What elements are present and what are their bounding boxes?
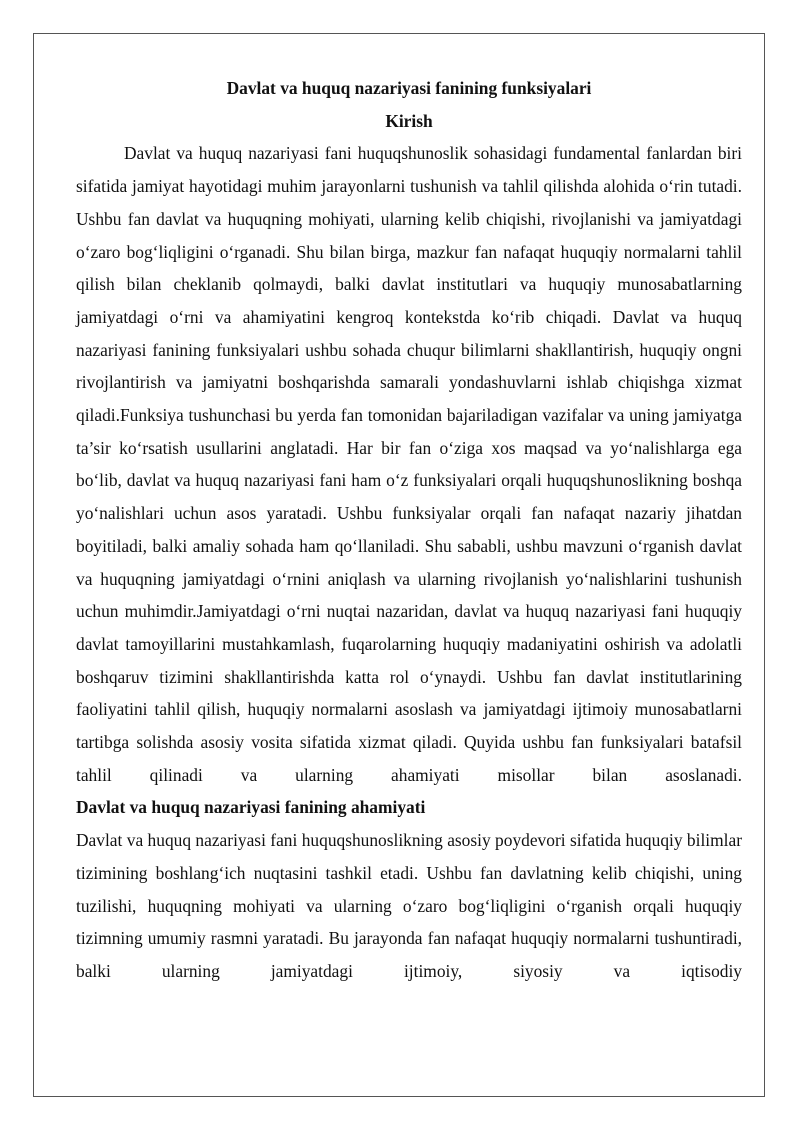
section-heading: Davlat va huquq nazariyasi fanining ahamiyati: [76, 797, 426, 818]
section-paragraph: Davlat va huquq nazariyasi fani huquqshunoslikning asosiy poydevori sifatida huquqiy bilimlar tizimining boshlangʻich nuqtasini tashkil etadi. Ushbu fan davlatning kelib chiqishi, uning tuzilishi, huquqning mohiyati va ularning oʻzaro bogʻliqligini oʻrganish orqali huquqiy tizimning umumiy rasmni yaratadi. Bu jarayonda fan nafaqat huquqiy normalarni tushuntiradi, balki ularning jamiyatdagi ijtimoiy, siyosiy va iqtisodiy: [76, 830, 742, 981]
intro-heading: Kirish: [385, 110, 433, 131]
intro-paragraph: Davlat va huquq nazariyasi fani huquqshunoslik sohasidagi fundamental fanlardan biri sifatida jamiyat hayotidagi muhim jarayonlarni tushunish va tahlil qilishda alohida oʻrin tutadi. Ushbu fan davlat va huquqning mohiyati, ularning kelib chiqishi, rivojlanishi va jamiyatdagi oʻzaro bogʻliqligini oʻrganadi. Shu bilan birga, mazkur fan nafaqat huquqiy normalarni tahlil qilish bilan cheklanib qolmaydi, balki davlat institutlari va huquqiy munosabatlarning jamiyatdagi oʻrni va ahamiyatini kengroq kontekstda koʻrib chiqadi. Davlat va huquq nazariyasi fanining funksiyalari ushbu sohada chuqur bilimlarni shakllantirish, huquqiy ongni rivojlantirish va jamiyatni boshqarishda samarali yondashuvlarni ishlab chiqishga xizmat qiladi.Funksiya tushunchasi bu yerda fan tomonidan bajariladigan vazifalar va uning jamiyatga ta’sir koʻrsatish usullarini anglatadi. Har bir fan oʻziga xos maqsad va yoʻnalishlarga ega boʻlib, davlat va huquq nazariyasi fani ham oʻz funksiyalari orqali huquqshunoslikning boshqa yoʻnalishlari uchun asos yaratadi. Ushbu funksiyalar orqali fan nafaqat nazariy jihatdan boyitiladi, balki amaliy sohada ham qoʻllaniladi. Shu sababli, ushbu mavzuni oʻrganish davlat va huquqning jamiyatdagi oʻrnini aniqlash va ularning rivojlanish yoʻnalishlarini tushunish uchun muhimdir.Jamiyatdagi oʻrni nuqtai nazaridan, davlat va huquq nazariyasi fani huquqiy davlat tamoyillarini mustahkamlash, fuqarolarning huquqiy madaniyatini oshirish va adolatli boshqaruv tizimini shakllantirishda katta rol oʻynaydi. Ushbu fan davlat institutlarining faoliyatini tahlil qilish, huquqiy normalarni asoslash va jamiyatdagi ijtimoiy munosabatlarni tartibga solishda asosiy vosita sifatida xizmat qiladi. Quyida ushbu fan funksiyalari batafsil tahlil qilinadi va ularning ahamiyati misollar bilan asoslanadi.: [76, 143, 742, 785]
document-title: Davlat va huquq nazariyasi fanining funksiyalari: [226, 78, 592, 98]
document-body: [76, 72, 742, 988]
